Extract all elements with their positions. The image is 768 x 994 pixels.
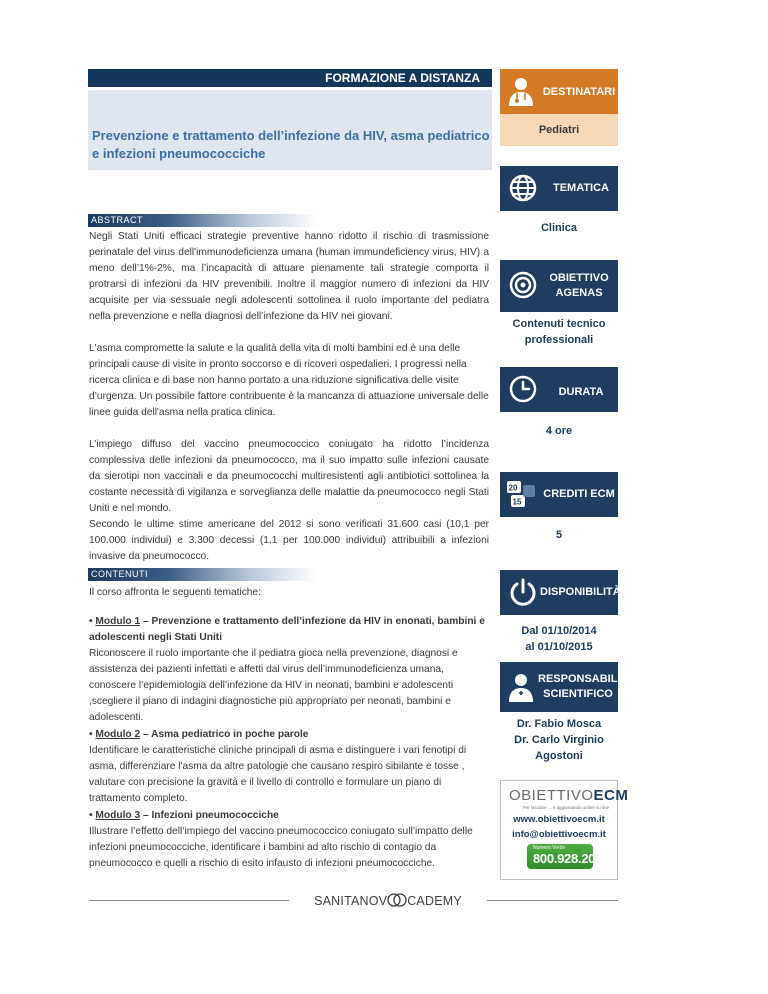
responsabile-value: Dr. Fabio Mosca Dr. Carlo Virginio Agostoni [514, 718, 604, 762]
svg-text:15: 15 [512, 497, 522, 507]
destinatari-header: DESTINATARI [500, 69, 618, 114]
footer-rule-left [89, 900, 289, 901]
clock-icon [508, 374, 538, 404]
contact-block [500, 812, 618, 842]
section-bar-formazione: FORMAZIONE A DISTANZA [88, 69, 492, 87]
calendar-icon [505, 479, 539, 509]
module-2 [89, 727, 489, 807]
globe-icon [508, 173, 538, 203]
tematica-header: TEMATICA [500, 166, 618, 211]
module-1-description: Riconoscere il ruolo importante che il pediatra gioca nella prevenzione, diagnosi e assistenza dei pazienti infettati e affetti dal virus dell’immunodeficienza umana, conoscere l’epidemiologia dell’infezione da HIV in neonati, bambini e adolescenti ,scegliere il piano di indagini diagnostiche più appropriato per neonati, bambini e adolescenti. [89, 648, 458, 723]
contenuti-tag: CONTENUTI [88, 568, 318, 581]
obiettivo-header: OBIETTIVO AGENAS [500, 260, 618, 312]
sanitanova-academy-logo: SANITANOV CADEMY [314, 894, 462, 908]
doctor-icon [506, 75, 536, 107]
abstract-paragraph-3: L’impiego diffuso del vaccino pneumococcico coniugato ha ridotto l’incidenza complessiva delle infezioni da pneumococco, ma il suo impatto sulle infezioni causate da sierotipi non vaccinali e da pneumococchi multiresistenti agli antibiotici sottolinea la costante necessità di vigilanza e sorveglianza delle malattie da pneumococco negli Stati Uniti e nel mondo. [89, 439, 489, 514]
svg-text:20: 20 [508, 483, 518, 493]
module-2-heading: • Modulo 2 – Asma pediatrico in poche parole [89, 729, 309, 740]
email-link[interactable]: info@obiettivoecm.it [512, 829, 606, 840]
website-link[interactable]: www.obiettivoecm.it [513, 814, 605, 825]
doctor-icon [506, 671, 536, 703]
power-icon [508, 577, 538, 607]
module-1 [89, 614, 489, 726]
module-1-heading: • Modulo 1 – Prevenzione e trattamento dell’infezione da HIV in enonati, bambini e adolescenti negli Stati Uniti [89, 616, 485, 643]
abstract-paragraph-4: Secondo le ultime stime americane del 2012 si sono verificati 31.600 casi (10,1 per 100.000 individui) e 3.300 decessi (1,1 per 100.000 individui) attribuibili a infezioni invasive da pneumococco. [89, 519, 489, 562]
abstract-paragraph-1: Negli Stati Uniti efficaci strategie preventive hanno ridotto il rischio di trasmissione perinatale del virus dell'immunodeficienza umana (human immundeficiency virus, HIV) a meno dell’1%-2%, ma l’incapacità di attuare pienamente tali strategie comporta il protrarsi di infezioni da HIV prevenibili. Inoltre il maggior numero di infezioni da HIV acquisite per via sessuale negli adolescenti sottolinea il ruolo importante del pediatra nella prevenzione e nella diagnosi dell’infezione da HIV nei giovani. [89, 231, 489, 322]
disponibilita-value: Dal 01/10/2014 al 01/10/2015 [521, 625, 597, 653]
contenuti-intro: Il corso affronta le seguenti tematiche: [89, 587, 261, 598]
tematica-value: Clinica [540, 222, 578, 234]
module-2-link[interactable]: Modulo 2 [95, 729, 141, 740]
durata-value: 4 ore [545, 425, 573, 437]
abstract-tag: ABSTRACT [88, 214, 318, 227]
module-3-link[interactable]: Modulo 3 [95, 810, 141, 821]
disponibilita-header: DISPONIBILITÀ [500, 570, 618, 615]
module-1-link[interactable]: Modulo 1 [95, 616, 141, 627]
abstract-paragraph-2: L'asma compromette la salute e la qualità della vita di molti bambini ed è una delle principali cause di visite in pronto soccorso e di ricoveri ospedalieri. I progressi nella ricerca clinica e di base non hanno portato a una riduzione significativa delle visite d’urgenza. Un possibile fattore contribuente è la mancanza di attuazione universale delle linee guida dell'asma nella pratica clinica. [89, 343, 489, 418]
crediti-header: 20 15 CREDITI ECM [500, 472, 618, 517]
course-title: Prevenzione e trattamento dell’infezione da HIV, asma pediatrico e infezioni pneumococciche [92, 128, 490, 161]
obiettivoecm-logo: OBIETTIVOECM [509, 787, 629, 804]
module-2-description: Identificare le caratteristiche cliniche principali di asma e distinguere i vari fenotipi di asma, differenziare l'asma da altre patologie che causano respiro sibilante e tosse , valutare con precisione la gravità e il livello di controllo e formulare un piano di trattamento completo. [89, 745, 467, 804]
module-3-description: Illustrare l’effetto dell’impiego del vaccino pneumococcico coniugato sull’impatto delle infezioni pneumococciche, identificare i bambini ad alto rischio di contagio da pneumococco e quelli a rischio di esito infausto di infezioni pneumococciche. [89, 826, 473, 869]
abstract-text [89, 229, 489, 565]
destinatari-value: Pediatri [500, 114, 618, 146]
durata-header: DURATA [500, 367, 618, 412]
crediti-value: 5 [555, 529, 563, 541]
obiettivo-value: Contenuti tecnico professionali [512, 318, 606, 346]
footer-rule-right [487, 900, 618, 901]
module-3 [89, 808, 489, 872]
academy-emblem-icon [387, 892, 407, 908]
responsabile-header: RESPONSABILE SCIENTIFICO [500, 662, 618, 712]
module-3-heading: • Modulo 3 – Infezioni pneumococciche [89, 810, 279, 821]
target-icon [508, 270, 538, 300]
logo-tagline: Per lasciare ... e aggiornando online su line [522, 805, 609, 810]
phone-badge: Numero Verde 800.928.200 [527, 844, 593, 869]
